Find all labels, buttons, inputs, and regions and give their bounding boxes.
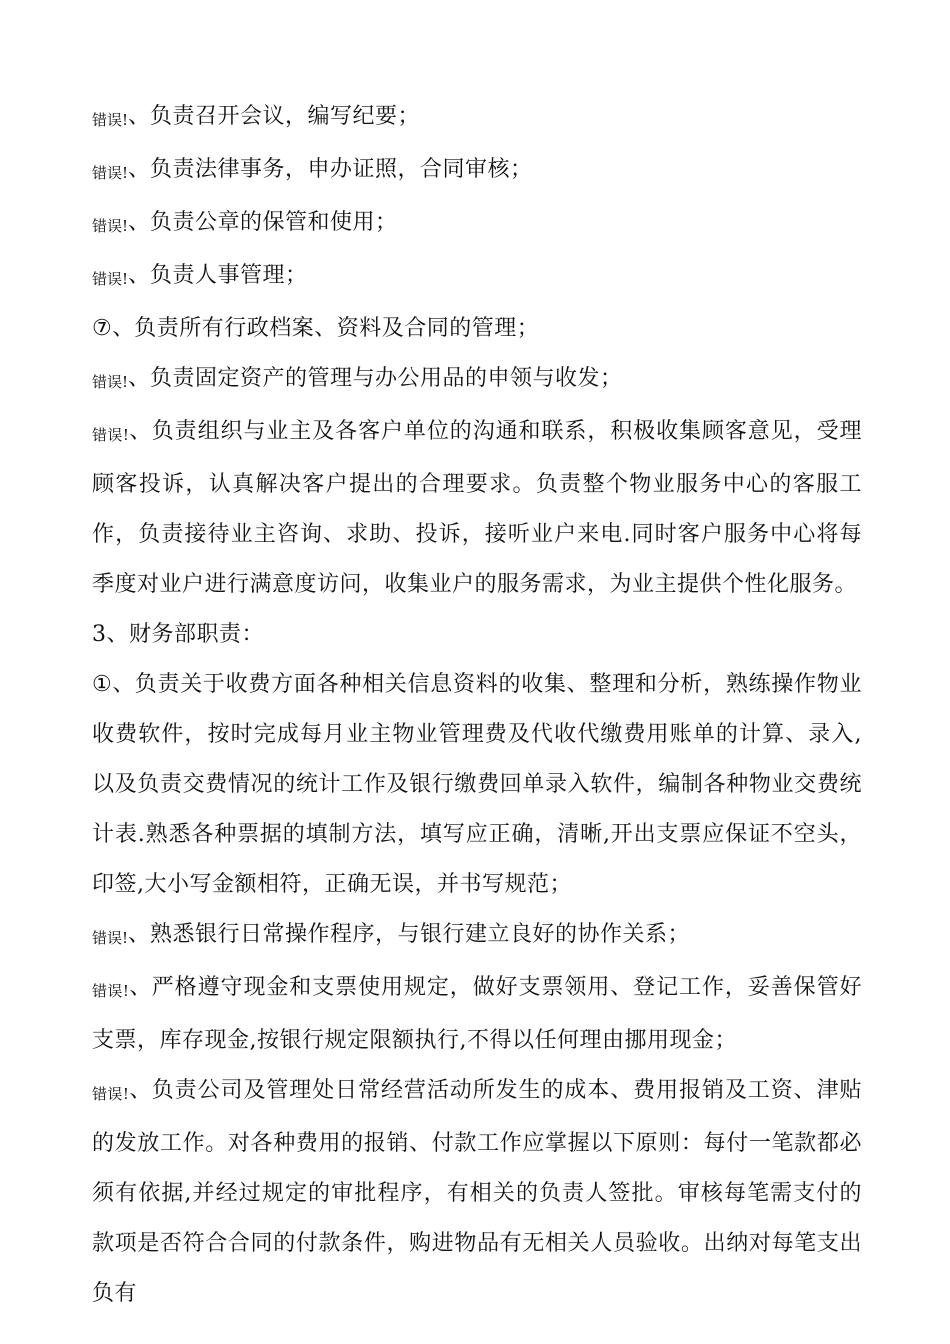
paragraph <box>92 198 862 251</box>
list-marker: ⑦ <box>92 316 113 341</box>
list-separator: 、 <box>128 975 152 1000</box>
list-separator: 、 <box>128 1078 152 1103</box>
list-marker: 错误! <box>92 1085 129 1103</box>
paragraph <box>92 92 862 145</box>
list-marker: 错误! <box>92 270 129 288</box>
paragraph <box>92 354 862 407</box>
paragraph-text: 严格遵守现金和支票使用规定，做好支票领用、登记工作，妥善保管好支票，库存现金,按银行规定限额执行,不得以任何理由挪用现金； <box>92 975 862 1053</box>
paragraph <box>92 251 862 304</box>
paragraph <box>92 304 862 354</box>
paragraph-text: 负责人事管理； <box>150 263 308 288</box>
paragraph-text: 负责公司及管理处日常经营活动所发生的成本、费用报销及工资、津贴的发放工作。对各种费用的报销、付款工作应掌握以下原则：每付一笔款都必须有依据,并经过规定的审批程序，有相关的负责人签批。审核每笔需支付的款项是否符合合同的付款条件，购进物品有无相关人员验收。出纳对每笔支出负有 <box>92 1078 862 1306</box>
list-marker: 错误! <box>92 982 129 1000</box>
list-marker: 错误! <box>92 164 129 182</box>
list-separator: 、 <box>128 104 151 129</box>
paragraph <box>92 145 862 198</box>
section-heading <box>92 610 862 660</box>
list-separator: 、 <box>128 210 151 235</box>
paragraph <box>92 910 862 963</box>
list-separator: 、 <box>128 263 151 288</box>
list-marker: 错误! <box>92 426 129 444</box>
document-body <box>92 92 862 1319</box>
paragraph-text: 熟悉银行日常操作程序，与银行建立良好的协作关系； <box>150 922 691 947</box>
paragraph-text: 负责公章的保管和使用； <box>150 210 398 235</box>
list-marker: 错误! <box>92 217 129 235</box>
paragraph-text: 负责关于收费方面各种相关信息资料的收集、整理和分析，熟练操作物业收费软件，按时完成每月业主物业管理费及代收代缴费用账单的计算、录入,以及负责交费情况的统计工作及银行缴费回单录入软件，编制各种物业交费统计表.熟悉各种票据的填制方法，填写应正确，清晰,开出支票应保证不空头，印签,大小写金额相符，正确无误，并书写规范； <box>92 672 862 897</box>
paragraph-text: 3、财务部职责： <box>92 622 264 647</box>
paragraph <box>92 963 862 1066</box>
list-marker: 错误! <box>92 929 129 947</box>
paragraph-text: 负责固定资产的管理与办公用品的申领与收发； <box>150 366 623 391</box>
list-separator: 、 <box>128 366 151 391</box>
paragraph-text: 负责法律事务，申办证照，合同审核； <box>150 157 533 182</box>
paragraph <box>92 1066 862 1319</box>
paragraph <box>92 407 862 610</box>
paragraph-text: 负责所有行政档案、资料及合同的管理； <box>134 316 540 341</box>
list-separator: 、 <box>112 316 135 341</box>
paragraph <box>92 660 862 910</box>
paragraph-text: 负责组织与业主及各客户单位的沟通和联系，积极收集顾客意见，受理顾客投诉，认真解决客户提出的合理要求。负责整个物业服务中心的客服工作，负责接待业主咨询、求助、投诉，接听业户来电.同时客户服务中心将每季度对业户进行满意度访问，收集业户的服务需求，为业主提供个性化服务。 <box>92 419 862 597</box>
list-marker: 错误! <box>92 111 129 129</box>
paragraph-text: 负责召开会议，编写纪要； <box>150 104 421 129</box>
list-marker: 错误! <box>92 373 129 391</box>
list-separator: 、 <box>128 157 151 182</box>
list-separator: 、 <box>128 419 152 444</box>
list-separator: 、 <box>112 672 135 697</box>
list-separator: 、 <box>128 922 151 947</box>
list-marker: ① <box>92 672 113 697</box>
